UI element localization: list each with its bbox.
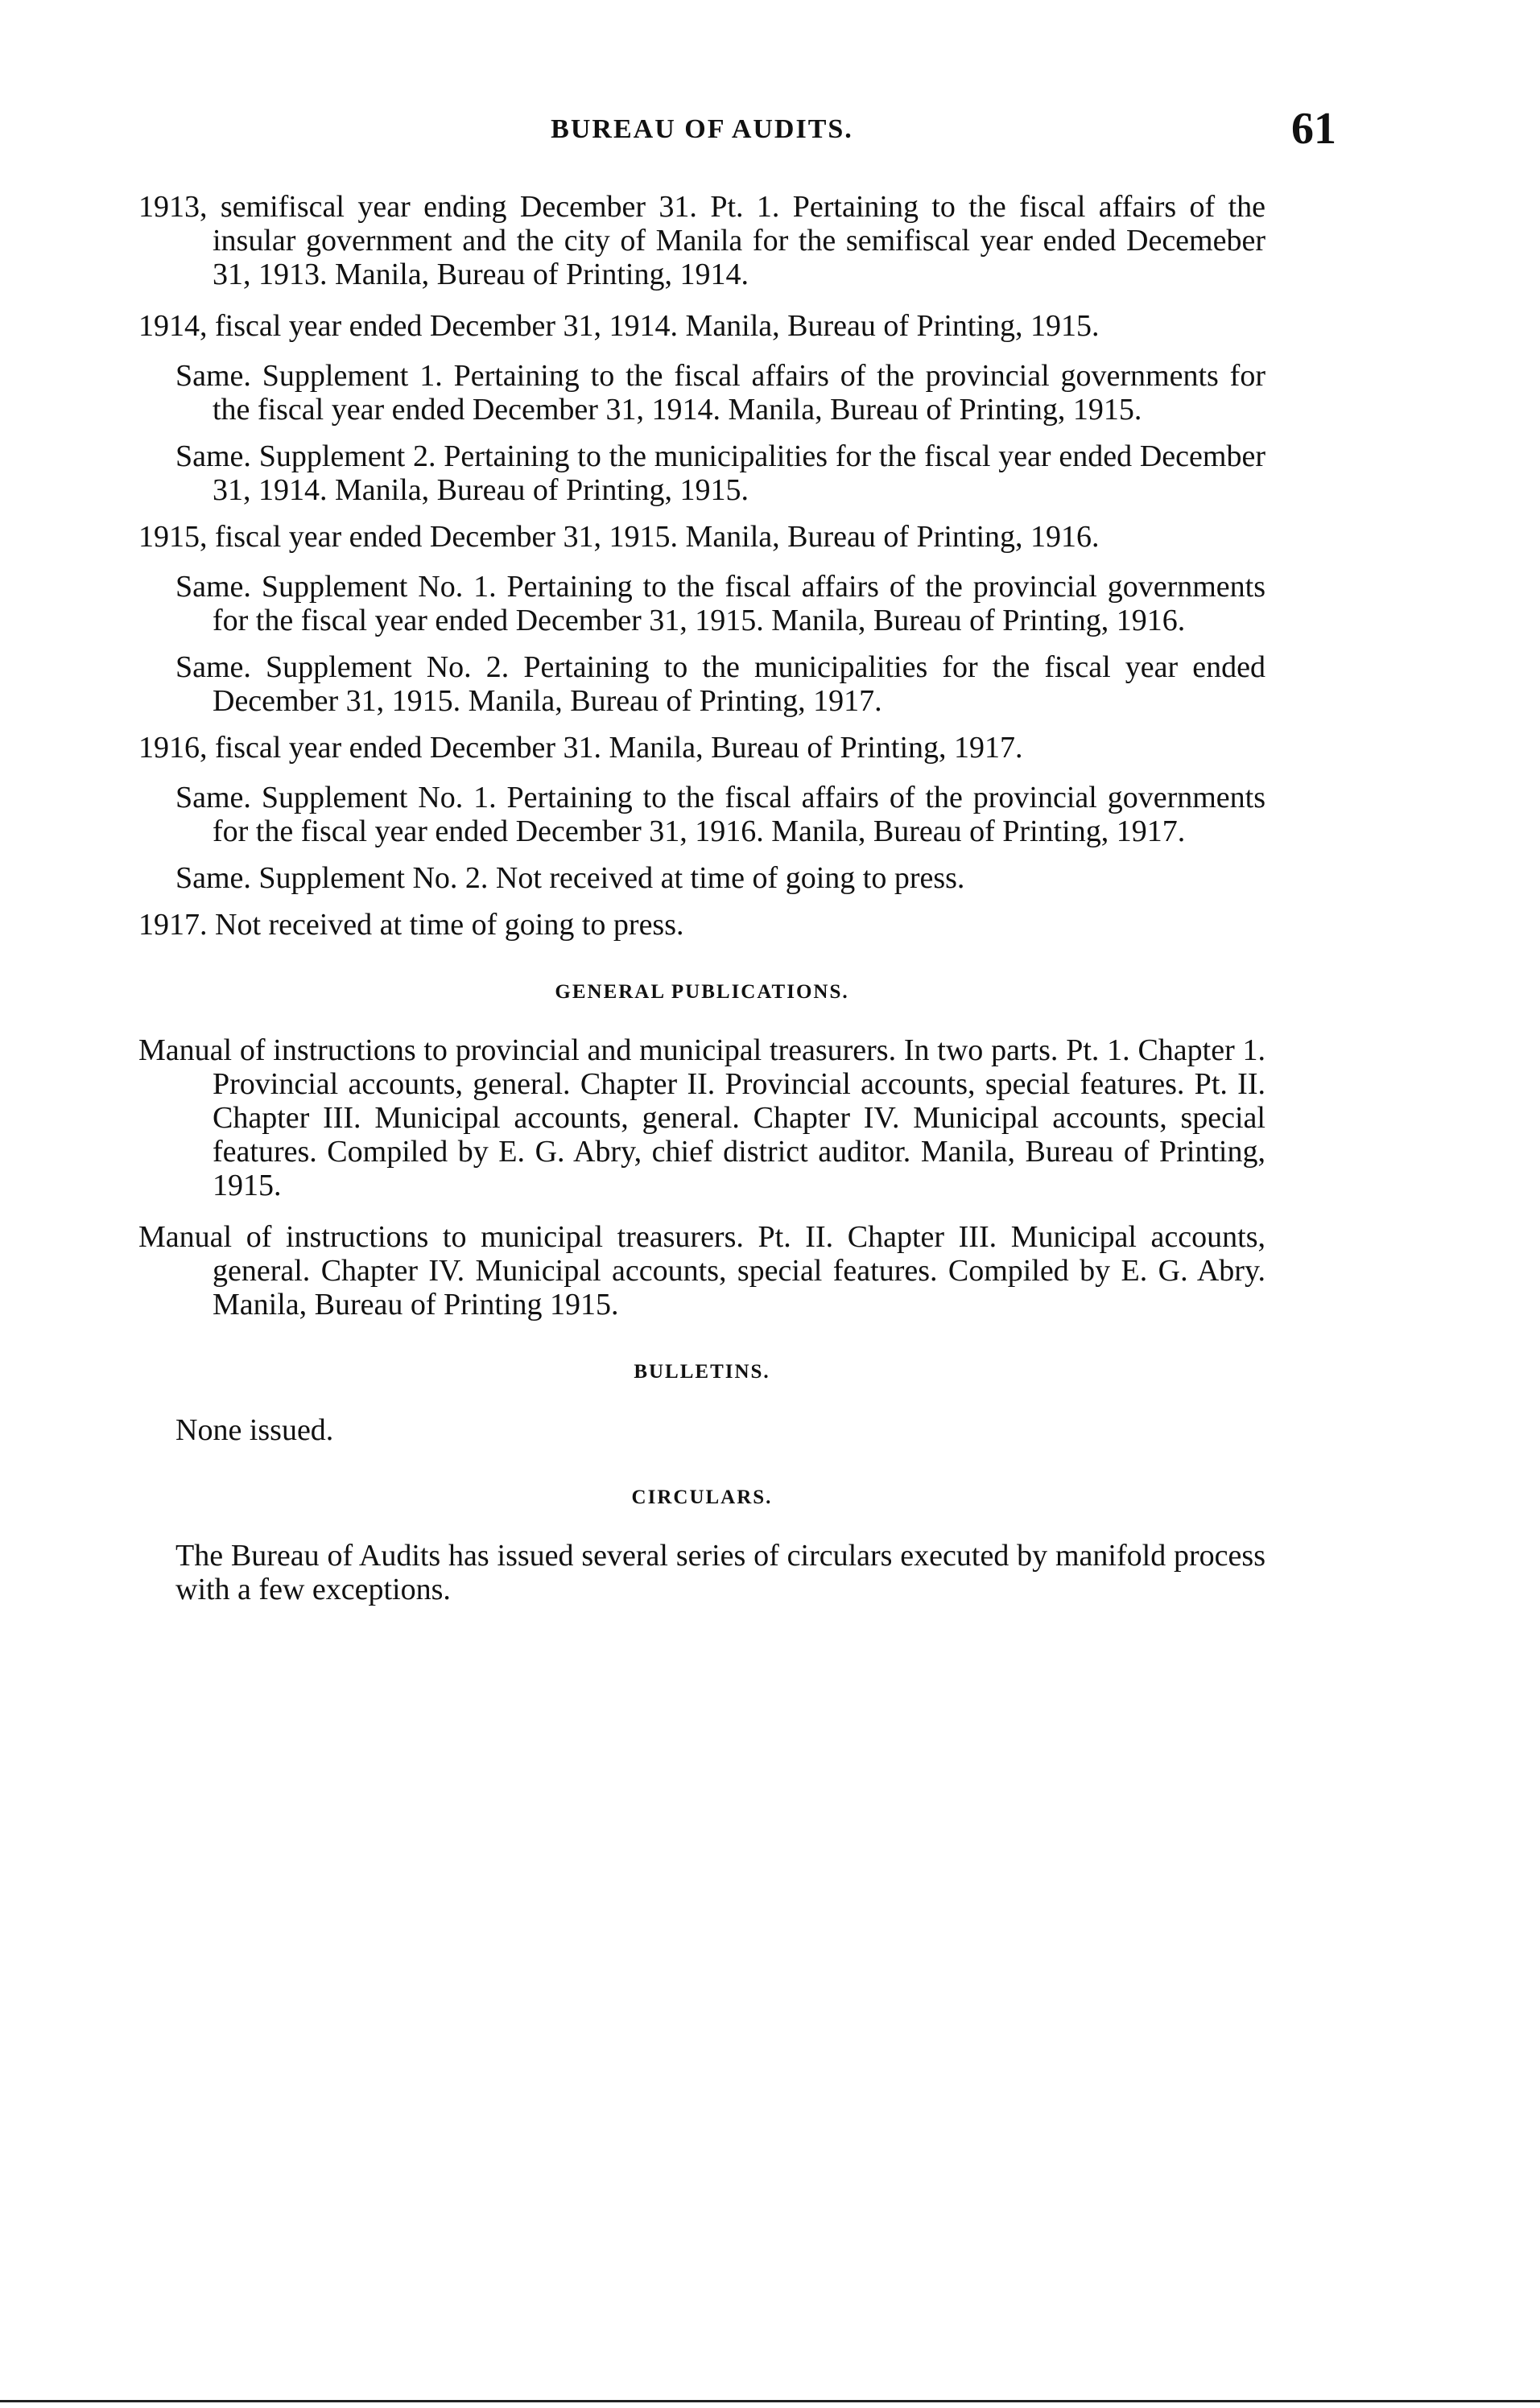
entry-1914-supplement-1: Same. Supplement 1. Pertaining to the fiscal affairs of the provincial governments for the fiscal year ended December 31, 1914. Manila, Bureau of Printing, 1915.: [175, 359, 1265, 427]
entry-1913: 1913, semifiscal year ending December 31. Pt. 1. Pertaining to the fiscal affairs of the insular government and the city of Manila for the semifiscal year ended Decemeber 31, 1913. Manila, Bureau of Printing, 1914.: [138, 190, 1265, 291]
page-header-title: BUREAU OF AUDITS.: [551, 114, 853, 144]
entry-1915-supplement-1: Same. Supplement No. 1. Pertaining to the fiscal affairs of the provincial governments for the fiscal year ended December 31, 1915. Manila, Bureau of Printing, 1916.: [175, 570, 1265, 637]
general-publications-heading: GENERAL PUBLICATIONS.: [555, 981, 849, 1003]
general-publication-item: Manual of instructions to provincial and municipal treasurers. In two parts. Pt. 1. Chapter 1. Provincial accounts, general. Chapter II. Provincial accounts, special features. Pt. II. Chapter III. Municipal accounts, general. Chapter IV. Municipal accounts, special features. Compiled by E. G. Abry, chief district auditor. Manila, Bureau of Printing, 1915.: [138, 1033, 1265, 1202]
entry-1916: 1916, fiscal year ended December 31. Manila, Bureau of Printing, 1917.: [138, 731, 1023, 765]
entry-1914: 1914, fiscal year ended December 31, 1914. Manila, Bureau of Printing, 1915.: [138, 309, 1100, 343]
page-body: [138, 190, 1265, 1624]
page-number: 61: [1291, 104, 1336, 154]
bottom-rule: [0, 2400, 1540, 2402]
circulars-text: The Bureau of Audits has issued several series of circulars executed by manifold process with a few exceptions.: [175, 1539, 1265, 1606]
entry-1917: 1917. Not received at time of going to press.: [138, 908, 684, 942]
bulletins-text: None issued.: [175, 1413, 334, 1447]
circulars-heading: CIRCULARS.: [631, 1486, 773, 1508]
bulletins-heading: BULLETINS.: [634, 1361, 770, 1383]
general-publication-item: Manual of instructions to municipal treasurers. Pt. II. Chapter III. Municipal accounts, general. Chapter IV. Municipal accounts, special features. Compiled by E. G. Abry. Manila, Bureau of Printing 1915.: [138, 1220, 1265, 1322]
entry-1915: 1915, fiscal year ended December 31, 1915. Manila, Bureau of Printing, 1916.: [138, 520, 1100, 554]
entry-1914-supplement-2: Same. Supplement 2. Pertaining to the municipalities for the fiscal year ended December 31, 1914. Manila, Bureau of Printing, 1915.: [175, 439, 1265, 507]
entry-1916-supplement-1: Same. Supplement No. 1. Pertaining to the fiscal affairs of the provincial governments for the fiscal year ended December 31, 1916. Manila, Bureau of Printing, 1917.: [175, 781, 1265, 848]
entry-1916-supplement-2: Same. Supplement No. 2. Not received at time of going to press.: [175, 861, 965, 895]
entry-1915-supplement-2: Same. Supplement No. 2. Pertaining to the municipalities for the fiscal year ended December 31, 1915. Manila, Bureau of Printing, 1917.: [175, 650, 1265, 718]
